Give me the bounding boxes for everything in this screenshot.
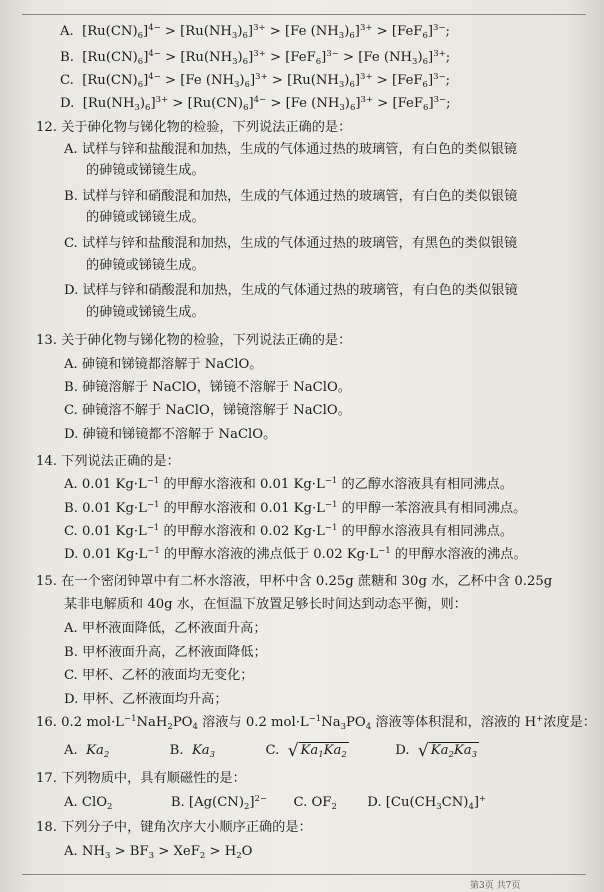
q15-option-a: A. 甲杯液面降低，乙杯液面升高； <box>64 621 267 636</box>
q17-stem: 17. 下列物质中，具有顺磁性的是： <box>36 771 246 786</box>
q12-option-d: D. 试样与锌和硝酸混和加热，生成的气体通过热的玻璃管，有白色的类似银镜 <box>64 283 518 298</box>
q16-option-a: A. $Ka_2$ <box>64 743 110 760</box>
q17-option-a: A. ClO$_2$ <box>64 795 113 812</box>
q17-options <box>64 793 486 813</box>
q11-option-d: D. $[Ru(NH_3)_6]^{3+} > [Ru(CN)_6]^{4-} > [Fe$ $(NH_3)_6]^{3+} > [FeF_6]^{3-}$; <box>60 95 451 113</box>
bottom-rule <box>22 874 586 875</box>
q16-options <box>64 741 479 761</box>
q13-option-d: D. 砷镜和锑镜都不溶解于 NaClO。 <box>64 427 277 442</box>
q14-option-c: C. 0.01 $Kg\cdot L^{-1}$ 的甲醇水溶液和 0.02 $Kg\cdot L^{-1}$ 的甲醇水溶液具有相同沸点。 <box>64 523 514 539</box>
q13-option-b: B. 砷镜溶解于 NaClO，锑镜不溶解于 NaClO。 <box>64 380 351 395</box>
q13-option-c: C. 砷镜溶不解于 NaClO，锑镜溶解于 NaClO。 <box>64 403 351 418</box>
q11-option-c: C. $[Ru(CN)_6]^{4-} > [Fe$ $(NH_3)_6]^{3+} > [Ru(NH_3)_6]^{3+} > [FeF_6]^{3-}$; <box>60 72 451 90</box>
q14-option-d: D. 0.01 $Kg\cdot L^{-1}$ 的甲醇水溶液的沸点低于 0.02 $Kg\cdot L^{-1}$ 的甲醇水溶液的沸点。 <box>64 546 527 562</box>
q17-option-b: B. $[Ag(CN)_2]^{2-}$ <box>170 794 268 812</box>
q11-option-a: A. $[Ru(CN)_6]^{4-} > [Ru(NH_3)_6]^{3+} > [Fe$ $(NH_3)_6]^{3+} > [FeF_6]^{3-}$; <box>60 23 450 41</box>
q11-option-b: B. $[Ru(CN)_6]^{4-} > [Ru(NH_3)_6]^{3+} > [FeF_6]^{3-} > [Fe$ $(NH_3)_6]^{3+}$; <box>60 49 451 67</box>
q15-stem: 15. 在一个密闭钟罩中有二杯水溶液，甲杯中含 0.25g 蔗糖和 30g 水，乙杯中含 0.25g <box>36 574 553 589</box>
q15-option-b: B. 甲杯液面升高，乙杯液面降低； <box>64 645 267 660</box>
q13-option-a: A. 砷镜和锑镜都溶解于 NaClO。 <box>64 357 263 372</box>
radical-d: √ $Ka_2Ka_3$ <box>417 741 478 761</box>
q15-stem-cont: 某非电解质和 40g 水，在恒温下放置足够长时间达到动态平衡，则： <box>64 597 467 612</box>
q16-option-d: D. √ $Ka_2Ka_3$ <box>395 741 478 761</box>
q13-stem: 13. 关于砷化物与锑化物的检验，下列说法正确的是： <box>36 333 352 348</box>
radical-c: √ $Ka_1Ka_2$ <box>287 741 347 761</box>
q15-option-c: C. 甲杯、乙杯的液面均无变化； <box>64 668 254 683</box>
q12-option-a: A. 试样与锌和盐酸混和加热，生成的气体通过热的玻璃管，有白色的类似银镜 <box>64 142 518 157</box>
q16-stem: 16. 0.2 $mol\cdot L^{-1}NaH_2PO_4$ 溶液与 0.2 $mol\cdot L^{-1}Na_3PO_4$ 溶液等体积混和，溶液的 H+浓度是： <box>36 714 596 732</box>
q15-option-d: D. 甲杯、乙杯液面均升高； <box>64 692 228 707</box>
q18-option-a: A. $NH_3 > BF_3 > XeF_2 > H_2O$ <box>64 844 253 861</box>
q12-stem: 12. 关于砷化物与锑化物的检验，下列说法正确的是： <box>36 120 352 135</box>
q18-stem: 18. 下列分子中，键角次序大小顺序正确的是： <box>36 820 312 835</box>
q14-option-a: A. 0.01 $Kg\cdot L^{-1}$ 的甲醇水溶液和 0.01 $Kg\cdot L^{-1}$ 的乙醇水溶液具有相同沸点。 <box>64 476 513 492</box>
q12-option-b-cont: 的砷镜或锑镜生成。 <box>86 210 205 225</box>
q12-option-b: B. 试样与锌和硝酸混和加热，生成的气体通过热的玻璃管，有白色的类似银镜 <box>64 189 518 204</box>
q17-option-d: D. $[Cu(CH_3CN)_4]^+$ <box>367 794 487 812</box>
page-number: 第3页 共7页 <box>470 881 521 891</box>
q17-option-c: C. $OF_2$ <box>293 795 337 812</box>
q16-option-b: B. $Ka_3$ <box>169 743 216 760</box>
top-rule <box>22 14 586 15</box>
q14-option-b: B. 0.01 $Kg\cdot L^{-1}$ 的甲醇水溶液和 0.01 $Kg\cdot L^{-1}$ 的甲醇一苯溶液具有相同沸点。 <box>64 500 527 516</box>
q12-option-c: C. 试样与锌和盐酸混和加热，生成的气体通过热的玻璃管，有黑色的类似银镜 <box>64 236 518 251</box>
q14-stem: 14. 下列说法正确的是： <box>36 454 180 469</box>
q12-option-d-cont: 的砷镜或锑镜生成。 <box>86 305 205 320</box>
q12-option-a-cont: 的砷镜或锑镜生成。 <box>86 163 205 178</box>
q16-option-c: C. √ $Ka_1Ka_2$ <box>265 741 347 761</box>
q12-option-c-cont: 的砷镜或锑镜生成。 <box>86 258 205 273</box>
